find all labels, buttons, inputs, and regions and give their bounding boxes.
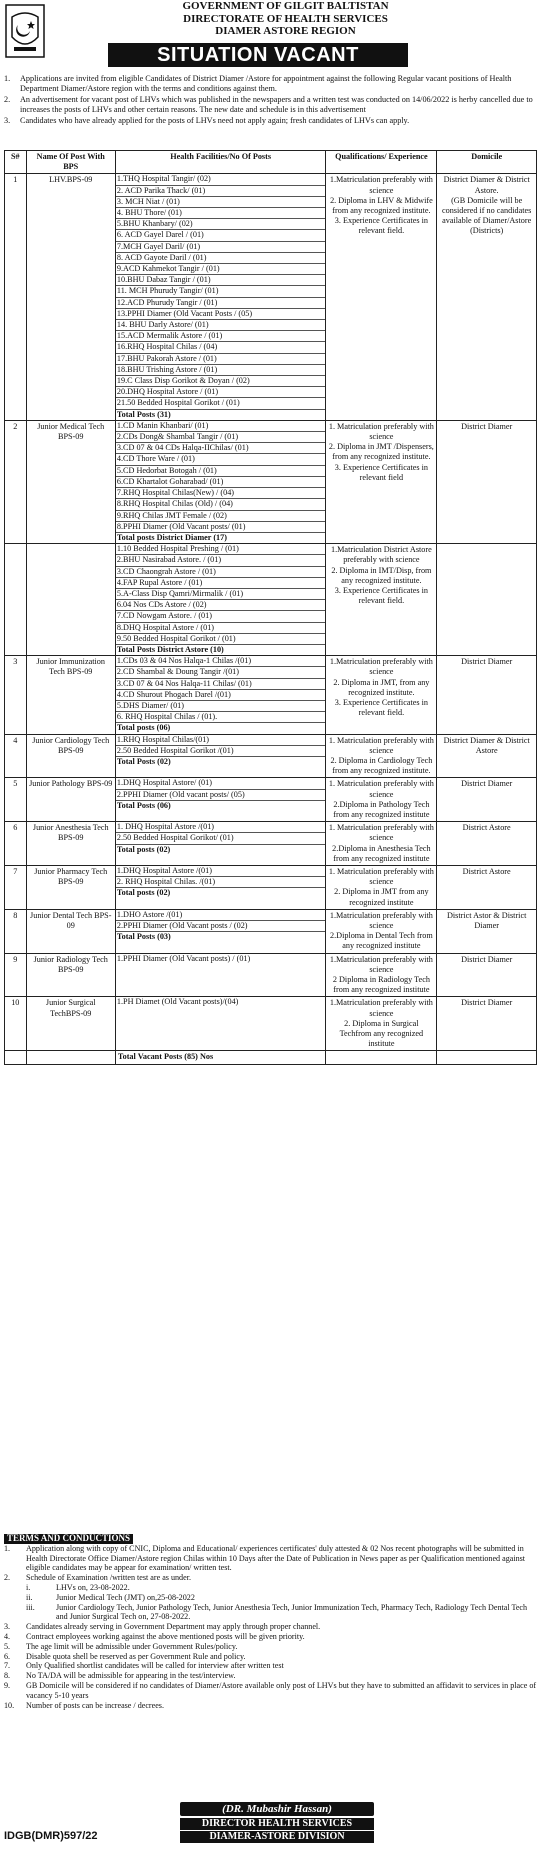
facilities-cell — [115, 866, 326, 910]
post-name-cell: Junior Cardiology Tech BPS-09 — [26, 734, 115, 778]
facility-line: 6.CD Khartalot Goharabad/ (01) — [116, 477, 326, 488]
facilities-cell — [115, 953, 326, 997]
item-number: iii. — [26, 1602, 35, 1612]
item-number: i. — [26, 1582, 31, 1592]
signatory-division: DIAMER-ASTORE DIVISION — [180, 1831, 374, 1843]
item-text: The age limit will be admissible under Government Rules/policy. — [26, 1641, 238, 1651]
table-row — [5, 953, 537, 997]
facility-line: 9.ACD Kahmekot Tangir / (01) — [116, 264, 326, 275]
facility-line: 1.10 Bedded Hospital Preshing / (01) — [116, 544, 326, 555]
serial-number-cell: 4 — [5, 734, 27, 778]
table-row — [5, 544, 537, 656]
facility-line: 4. BHU Thore/ (01) — [116, 208, 326, 219]
post-name-cell: LHV.BPS-09 — [26, 174, 115, 420]
facility-line: 1.DHO Astore /(01) — [116, 910, 326, 921]
facility-line: 7.RHQ Hospital Chilas(New) / (04) — [116, 488, 326, 499]
terms-item — [4, 1701, 537, 1711]
facility-line: 1.PH Diamet (Old Vacant posts)/(04) — [116, 997, 239, 1007]
serial-number-cell: 9 — [5, 953, 27, 997]
facility-line: 21.50 Bedded Hospital Gorikot / (01) — [116, 398, 326, 409]
facility-line: 20.DHQ Hospital Astore / (01) — [116, 387, 326, 398]
header-line-2: DIRECTORATE OF HEALTH SERVICES — [183, 12, 388, 25]
facility-line: 2. ACD Parika Thack/ (01) — [116, 186, 326, 197]
item-text: Junior Medical Tech (JMT) on,25-08-2022 — [56, 1592, 195, 1602]
qualification-cell: 1.Matriculation District Astore preferably with science 2. Diploma in IMT/Disp, from any recognized institute. 3. Experience Certificates in relevant field. — [326, 544, 437, 656]
terms-title: TERMS AND CONDUCTIONS — [4, 1534, 133, 1544]
domicile-cell — [437, 544, 537, 656]
facility-line: 1.PPHI Diamer (Old Vacant posts) / (01) — [116, 953, 251, 963]
table-row — [5, 909, 537, 953]
column-header: Health Facilities/No Of Posts — [115, 151, 326, 174]
table-row — [5, 866, 537, 910]
facility-line: 16.RHQ Hospital Chilas / (04) — [116, 342, 326, 353]
item-number: 5. — [4, 1641, 11, 1651]
item-number: 1. — [4, 1543, 11, 1553]
facility-line: 7.CD Nowgam Astore. / (01) — [116, 611, 326, 622]
domicile-cell: District Diamer — [437, 953, 537, 997]
facility-line: 1.DHQ Hospital Astore/ (01) — [116, 778, 326, 789]
facility-line: 2.PPHI Diamer (Old vacant posts/ (05) — [116, 790, 326, 801]
facility-line: 15.ACD Mermalik Astore / (01) — [116, 331, 326, 342]
intro-item — [4, 95, 537, 116]
facility-line: 1.CDs 03 & 04 Nos Halqa-1 Chilas /(01) — [116, 656, 326, 667]
facility-line: 2.50 Bedded Hospital Gorikot/ (01) — [116, 833, 326, 844]
facility-line: 2. RHQ Hospital Chilas. /(01) — [116, 877, 326, 888]
grand-total-row — [5, 1051, 537, 1064]
facilities-cell — [115, 822, 326, 866]
table-row — [5, 656, 537, 734]
facility-total: Total Posts (03) — [116, 932, 171, 942]
column-header: Domicile — [437, 151, 537, 174]
facility-line: 4.FAP Rupal Astore / (01) — [116, 578, 326, 589]
facility-line: 2.CDs Dong& Shambal Tangir / (01) — [116, 432, 326, 443]
facility-line: 10.BHU Dabaz Tangir / (01) — [116, 275, 326, 286]
facility-line: 3.CD 07 & 04 CDs Halqa-IIChilas/ (01) — [116, 443, 326, 454]
facilities-cell — [115, 174, 326, 420]
domicile-cell: District Diamer & District Astore. (GB Domicile will be considered if no candidates available of Diamer/Astore (Districts) — [437, 174, 537, 420]
item-text: Junior Cardiology Tech, Junior Pathology Tech, Junior Anesthesia Tech, Junior Immunization Tech, Pharmacy Tech, Radiology Tech Dental Tech and Junior Surgical Tech on, 27-08-2022. — [56, 1602, 528, 1622]
terms-item — [4, 1544, 537, 1573]
schedule-item — [4, 1593, 537, 1603]
facility-line: 5.BHU Khanbary/ (02) — [116, 219, 326, 230]
facility-total: Total posts (06) — [116, 723, 171, 733]
facility-total: Total Posts District Astore (10) — [116, 644, 224, 654]
domicile-cell: District Astore — [437, 822, 537, 866]
item-number: 10. — [4, 1700, 15, 1710]
item-number: 4. — [4, 1631, 11, 1641]
domicile-cell: District Diamer & District Astore — [437, 734, 537, 778]
item-number: 8. — [4, 1671, 11, 1681]
facility-line: 4.CD Shurout Phogach Darel /(01) — [116, 690, 326, 701]
item-text: Schedule of Examination /written test are as under. — [26, 1573, 191, 1583]
terms-item — [4, 1642, 537, 1652]
facilities-cell — [115, 420, 326, 543]
post-name-cell: Junior Pharmacy Tech BPS-09 — [26, 866, 115, 910]
facility-line: 1.CD Manin Khanbari/ (01) — [116, 421, 326, 432]
facilities-cell — [115, 997, 326, 1051]
post-name-cell: Junior Immunization Tech BPS-09 — [26, 656, 115, 734]
empty-cell — [437, 1051, 537, 1064]
domicile-cell: District Diamer — [437, 778, 537, 822]
page-title: SITUATION VACANT — [108, 43, 408, 67]
domicile-cell: District Diamer — [437, 997, 537, 1051]
terms-item — [4, 1681, 537, 1701]
facility-total: Total posts (02) — [116, 888, 171, 898]
table-row — [5, 822, 537, 866]
reference-number: IDGB(DMR)597/22 — [4, 1830, 98, 1842]
government-emblem-icon — [4, 3, 46, 59]
facility-line: 6.04 Nos CDs Astore / (02) — [116, 600, 326, 611]
facilities-cell — [115, 734, 326, 778]
signatory-name: (DR. Mubashir Hassan) — [180, 1802, 374, 1816]
post-name-cell: Junior Radiology Tech BPS-09 — [26, 953, 115, 997]
facility-line: 7.MCH Gayel Daril/ (01) — [116, 242, 326, 253]
facility-line: 2.PPHI Diamer (Old Vacant posts / (02) — [116, 921, 326, 932]
facility-line: 1.RHQ Hospital Chilas/(01) — [116, 735, 326, 746]
vacancy-table — [4, 150, 537, 1065]
facility-total: Total Posts (06) — [116, 800, 171, 810]
table-row — [5, 778, 537, 822]
item-text: Disable quota shell be reserved as per Government Rule and policy. — [26, 1651, 246, 1661]
grand-total-cell: Total Vacant Posts (85) Nos — [115, 1051, 326, 1064]
facility-line: 17.BHU Pakorah Astore / (01) — [116, 354, 326, 365]
terms-list — [4, 1544, 537, 1583]
intro-list — [4, 74, 537, 126]
facility-line: 1.DHQ Hospital Astore /(01) — [116, 866, 326, 877]
serial-number-cell: 5 — [5, 778, 27, 822]
empty-cell — [5, 1051, 27, 1064]
item-number: 3. — [4, 1622, 11, 1632]
header-line-1: GOVERNMENT OF GILGIT BALTISTAN — [182, 0, 389, 12]
item-text: Candidates already serving in Government Department may apply through proper channel. — [26, 1622, 321, 1632]
item-number: 7. — [4, 1661, 11, 1671]
column-header: Name Of Post With BPS — [26, 151, 115, 174]
facility-total: Total posts (02) — [116, 844, 171, 854]
qualification-cell: 1. Matriculation preferably with science 2. Diploma in JMT /Dispensers, from any recognized institute. 3. Experience Certificates in relevant field — [326, 420, 437, 543]
table-row — [5, 420, 537, 543]
post-name-cell — [26, 544, 115, 656]
post-name-cell: Junior Dental Tech BPS-09 — [26, 909, 115, 953]
facility-line: 5.CD Hedorbat Botogah / (01) — [116, 466, 326, 477]
serial-number-cell: 3 — [5, 656, 27, 734]
column-header: S# — [5, 151, 27, 174]
intro-number: 1. — [4, 74, 11, 83]
schedule-item — [4, 1603, 537, 1623]
serial-number-cell: 6 — [5, 822, 27, 866]
serial-number-cell: 8 — [5, 909, 27, 953]
item-number: 2. — [4, 1573, 11, 1583]
facility-line: 3.CD 07 & 04 Nos Halqa-11 Chilas/ (01) — [116, 679, 326, 690]
domicile-cell: District Diamer — [437, 420, 537, 543]
terms-section — [4, 1534, 537, 1710]
qualification-cell: 1.Matriculation preferably with science 2. Diploma in JMT, from any recognized institute. 3. Experience Certificates in relevant field. — [326, 656, 437, 734]
terms-item — [4, 1671, 537, 1681]
facility-line: 6. RHQ Hospital Chilas / (01). — [116, 712, 326, 723]
facility-line: 8.DHQ Hospital Astore / (01) — [116, 623, 326, 634]
intro-text: An advertisement for vacant post of LHVs which was published in the newspapers and a written test was conducted on 14/06/2022 is herby cancelled due to increases the posts of LHVs and other certain reasons. The new date and schedule is in this advertisement — [20, 94, 533, 115]
schedule-item — [4, 1583, 537, 1593]
item-text: Number of posts can be increase / decrees. — [26, 1700, 164, 1710]
terms-list-continued — [4, 1622, 537, 1710]
facility-line: 12.ACD Phurudy Tangir / (01) — [116, 298, 326, 309]
signatory-designation: DIRECTOR HEALTH SERVICES — [180, 1818, 374, 1830]
facility-line: 2.BHU Nasirabad Astore. / (01) — [116, 555, 326, 566]
table-row — [5, 997, 537, 1051]
intro-text: Candidates who have already applied for the posts of LHVs need not apply again; fresh candidates of LHVs can apply. — [20, 115, 410, 125]
intro-text: Applications are invited from eligible Candidates of District Diamer /Astore for appointment against the following Regular vacant positions of Health Department Diamer/Astore region with the terms and conditions against them. — [20, 74, 512, 94]
intro-item — [4, 116, 537, 126]
facility-line: 6. ACD Gayel Darel / (01) — [116, 230, 326, 241]
facility-total: Total Posts (02) — [116, 756, 171, 766]
serial-number-cell: 10 — [5, 997, 27, 1051]
intro-item — [4, 74, 537, 95]
header-line-3: DIAMER ASTORE REGION — [215, 25, 356, 37]
terms-item — [4, 1573, 537, 1583]
empty-cell — [26, 1051, 115, 1064]
serial-number-cell: 1 — [5, 174, 27, 420]
facility-line: 11. MCH Phurudy Tangir/ (01) — [116, 286, 326, 297]
serial-number-cell: 7 — [5, 866, 27, 910]
item-text: GB Domicile will be considered if no candidates of Diamer/Astore available only post of LHVs but they have to submitted an affidavit to services in place of vacancy 5-10 years — [26, 1680, 537, 1700]
facility-line: 13.PPHI Diamer (Old Vacant Posts / (05) — [116, 309, 326, 320]
facility-line: 8.RHQ Hospital Chilas (Old) / (04) — [116, 499, 326, 510]
serial-number-cell — [5, 544, 27, 656]
qualification-cell: 1.Matriculation preferably with science 2. Diploma in Surgical Techfrom any recognized institute — [326, 997, 437, 1051]
facility-line: 1. DHQ Hospital Astore /(01) — [116, 822, 326, 833]
table-body — [5, 174, 537, 1064]
facility-total: Total posts District Diamer (17) — [116, 532, 227, 542]
facility-line: 8.PPHI Diamer (Old Vacant posts/ (01) — [116, 522, 326, 533]
qualification-cell: 1. Matriculation preferably with science 2.Diploma in Pathology Tech from any recognized institute — [326, 778, 437, 822]
empty-cell — [326, 1051, 437, 1064]
post-name-cell: Junior Surgical TechBPS-09 — [26, 997, 115, 1051]
terms-item — [4, 1622, 537, 1632]
domicile-cell: District Diamer — [437, 656, 537, 734]
qualification-cell: 1.Matriculation preferably with science 2. Diploma in LHV & Midwife from any recognized institute. 3. Experience Certificates in relevant field. — [326, 174, 437, 420]
post-name-cell: Junior Pathology BPS-09 — [26, 778, 115, 822]
facilities-cell — [115, 909, 326, 953]
post-name-cell: Junior Anesthesia Tech BPS-09 — [26, 822, 115, 866]
terms-item — [4, 1632, 537, 1642]
item-text: Contract employees working against the above mentioned posts will be given priority. — [26, 1631, 305, 1641]
qualification-cell: 1.Matriculation preferably with science 2 Diploma in Radiology Tech from any recognized institute — [326, 953, 437, 997]
facility-line: 5.DHS Diamer/ (01) — [116, 701, 326, 712]
facility-line: 3. MCH Niat / (01) — [116, 197, 326, 208]
item-text: Application along with copy of CNIC, Diploma and Educational/ experiences certificates' duly attested & 02 Nos recent photographs will be submitted in Health Directorate Office Diamer/Astore region Chilas within 10 Days after the Date of Publication in News paper as per Qualification mentioned against eligible candidates may be appear for examination/ written test. — [26, 1543, 526, 1573]
domicile-cell: District Astor & District Diamer — [437, 909, 537, 953]
item-text: No TA/DA will be admissible for appearing in the test/interview. — [26, 1671, 236, 1681]
facilities-cell — [115, 656, 326, 734]
facility-line: 2.50 Bedded Hospital Gorikot /(01) — [116, 746, 326, 757]
schedule-list — [4, 1583, 537, 1622]
facilities-cell — [115, 778, 326, 822]
qualification-cell: 1. Matriculation preferably with science 2.Diploma in Anesthesia Tech from any recognized institute — [326, 822, 437, 866]
facility-line: 8. ACD Gayote Daril / (01) — [116, 253, 326, 264]
qualification-cell: 1. Matriculation preferably with science 2. Diploma in JMT from any recognized institute — [326, 866, 437, 910]
qualification-cell: 1. Matriculation preferably with science 2. Diploma in Cardiology Tech from any recognized institute. — [326, 734, 437, 778]
terms-item — [4, 1661, 537, 1671]
domicile-cell: District Astore — [437, 866, 537, 910]
facility-line: 9.RHQ Chilas JMT Female / (02) — [116, 511, 326, 522]
intro-number: 3. — [4, 115, 11, 125]
item-number: 6. — [4, 1651, 11, 1661]
facility-line: 19.C Class Disp Gorikot & Doyan / (02) — [116, 376, 326, 387]
qualification-cell: 1.Matriculation preferably with science 2.Diploma in Dental Tech from any recognized institute — [326, 909, 437, 953]
column-header: Qualifications/ Experience — [326, 151, 437, 174]
facility-line: 2.CD Shambal & Doung Tangir /(01) — [116, 667, 326, 678]
facility-line: 1.THQ Hospital Tangir/ (02) — [116, 174, 326, 185]
item-number: ii. — [26, 1592, 33, 1602]
facility-line: 3.CD Chaongrah Astore / (01) — [116, 567, 326, 578]
facility-line: 5.A-Class Disp Qamri/Mirmalik / (01) — [116, 589, 326, 600]
intro-number: 2. — [4, 94, 11, 104]
table-row — [5, 734, 537, 778]
serial-number-cell: 2 — [5, 420, 27, 543]
header — [0, 0, 541, 66]
post-name-cell: Junior Medical Tech BPS-09 — [26, 420, 115, 543]
table-row — [5, 174, 537, 420]
facilities-cell — [115, 544, 326, 656]
facility-line: 18.BHU Trishing Astore / (01) — [116, 365, 326, 376]
facility-total: Total Posts (31) — [116, 409, 171, 419]
item-number: 9. — [4, 1680, 11, 1690]
terms-item — [4, 1652, 537, 1662]
facility-line: 4.CD Thore Ware / (01) — [116, 454, 326, 465]
table-header-row — [5, 151, 537, 174]
item-text: LHVs on, 23-08-2022. — [56, 1582, 130, 1592]
facility-line: 14. BHU Darly Astore/ (01) — [116, 320, 326, 331]
facility-line: 9.50 Bedded Hospital Gorikot / (01) — [116, 634, 326, 645]
item-text: Only Qualified shortlist candidates will be called for interview after written test — [26, 1661, 284, 1671]
